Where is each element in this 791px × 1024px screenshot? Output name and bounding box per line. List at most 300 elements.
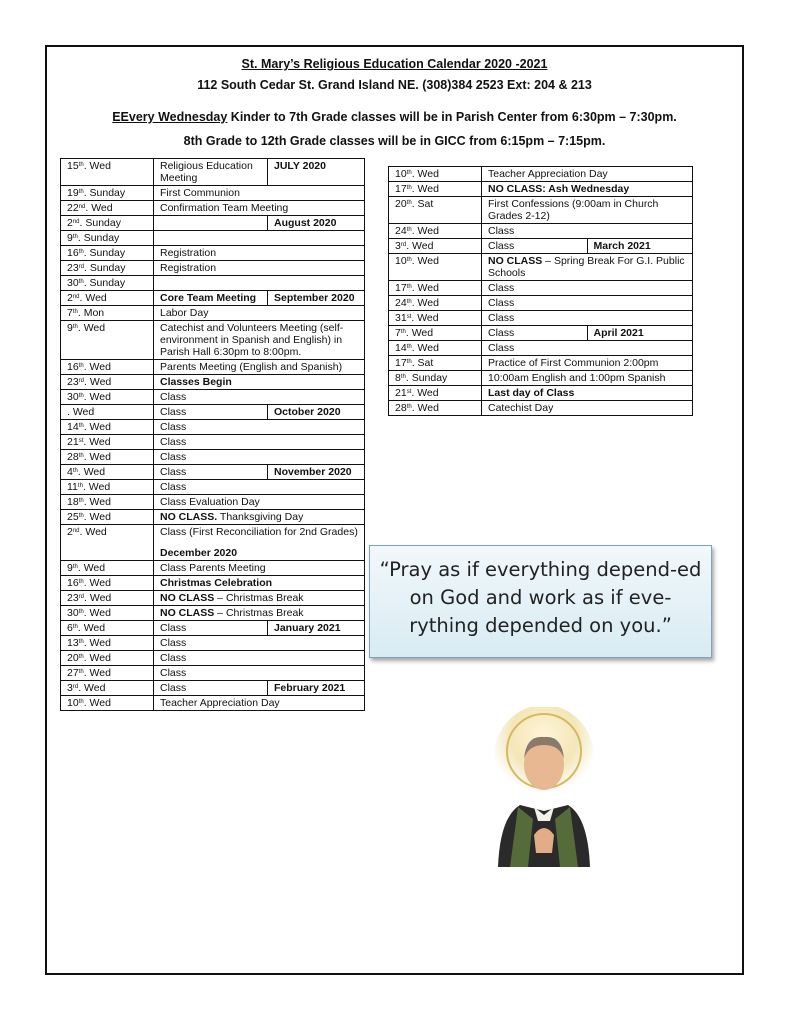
event-text: Class: [160, 391, 187, 403]
date-day: . Wed: [411, 282, 439, 294]
event-cell: [154, 651, 365, 666]
calendar-row: [61, 420, 365, 435]
calendar-row: [61, 495, 365, 510]
date-day: . Sunday: [84, 262, 126, 274]
date-cell: [61, 591, 154, 606]
event-text: 10:00am English and 1:00pm Spanish: [488, 372, 666, 384]
calendar-row: [61, 591, 365, 606]
date-day: . Sunday: [83, 277, 126, 289]
date-cell: [61, 696, 154, 711]
calendar-row: [389, 239, 693, 254]
date-day: . Wed: [83, 496, 111, 508]
calendar-row: [61, 360, 365, 375]
calendar-row: [61, 681, 365, 696]
date-suffix: th: [72, 564, 78, 570]
event-cell: [154, 525, 365, 561]
date-cell: [61, 261, 154, 276]
date-cell: [61, 435, 154, 450]
event-text: Teacher Appreciation Day: [488, 168, 608, 180]
event-cell: [154, 465, 268, 480]
month-heading: April 2021: [587, 326, 693, 341]
event-text: Registration: [160, 247, 217, 259]
event-text: Class Evaluation Day: [160, 496, 260, 508]
date-day: . Wed: [78, 682, 106, 694]
date-day: . Wed: [83, 667, 111, 679]
date-suffix: rd: [78, 378, 85, 384]
event-text: Class: [160, 406, 187, 418]
date-cell: [61, 465, 154, 480]
date-cell: [61, 276, 154, 291]
date-day: . Wed: [77, 322, 106, 334]
event-text: Practice of First Communion 2:00pm: [488, 357, 659, 369]
event-cell: [482, 254, 693, 281]
date-day: . Wed: [411, 225, 439, 237]
date-suffix: nd: [72, 294, 80, 300]
event-cell: [154, 321, 365, 360]
date-number: 23: [67, 262, 79, 274]
date-number: 6: [67, 622, 73, 634]
event-cell: [482, 371, 693, 386]
page-title: St. Mary’s Religious Education Calendar 2020 -2021: [241, 57, 548, 71]
date-number: 9: [67, 322, 73, 334]
date-cell: [61, 561, 154, 576]
date-cell: [61, 510, 154, 525]
date-suffix: th: [78, 699, 84, 705]
date-day: . Wed: [77, 562, 106, 574]
date-suffix: rd: [72, 684, 79, 690]
event-cell: [154, 306, 365, 321]
date-day: . Wed: [83, 421, 111, 433]
event-cell: [482, 296, 693, 311]
date-day: . Wed: [84, 592, 112, 604]
calendar-row: [389, 401, 693, 416]
date-cell: [61, 186, 154, 201]
event-bold-text: NO CLASS: [488, 255, 543, 267]
calendar-row: [61, 450, 365, 465]
month-heading: December 2020: [160, 547, 238, 559]
event-text: Registration: [160, 262, 217, 274]
date-cell: [61, 360, 154, 375]
date-cell: [61, 681, 154, 696]
date-number: 10: [395, 255, 407, 267]
date-number: 23: [67, 376, 79, 388]
calendar-row: [61, 246, 365, 261]
calendar-row: [61, 621, 365, 636]
date-cell: [61, 375, 154, 390]
event-text: Class Parents Meeting: [160, 562, 266, 574]
date-number: 28: [67, 451, 79, 463]
date-cell: [389, 296, 482, 311]
calendar-row: [61, 201, 365, 216]
date-cell: [61, 525, 154, 561]
date-suffix: th: [78, 162, 84, 168]
event-cell: [154, 561, 365, 576]
date-suffix: th: [406, 200, 412, 206]
date-number: 19: [67, 187, 79, 199]
date-number: 3: [67, 682, 73, 694]
date-suffix: th: [406, 227, 412, 233]
event-cell: [154, 405, 268, 420]
wednesday-lead: EEvery Wednesday: [112, 110, 228, 124]
date-number: 10: [395, 168, 407, 180]
event-cell: [154, 450, 365, 465]
date-cell: [61, 231, 154, 246]
date-cell: [61, 480, 154, 495]
date-number: 3: [395, 240, 401, 252]
date-cell: [389, 326, 482, 341]
date-cell: [61, 606, 154, 621]
date-suffix: th: [78, 279, 84, 285]
date-day: . Wed: [83, 511, 111, 523]
date-day: . Wed: [411, 297, 439, 309]
date-day: . Wed: [82, 481, 111, 493]
event-cell: [154, 510, 365, 525]
date-number: 13: [67, 637, 79, 649]
date-cell: [389, 386, 482, 401]
calendar-row: [61, 525, 365, 561]
wednesday-rest: Kinder to 7th Grade classes will be in Parish Center from 6:30pm – 7:30pm.: [227, 110, 677, 124]
date-day: . Wed: [405, 327, 434, 339]
saint-portrait: [488, 707, 600, 867]
date-number: 7: [67, 307, 73, 319]
event-text: Class: [160, 667, 187, 679]
date-suffix: st: [406, 389, 412, 395]
date-day: . Sat: [411, 357, 434, 369]
event-bold-text: NO CLASS: [160, 592, 215, 604]
date-day: . Wed: [406, 240, 434, 252]
date-suffix: th: [406, 359, 412, 365]
date-day: . Wed: [79, 292, 107, 304]
calendar-row: [389, 167, 693, 182]
event-text: NO CLASS: Ash Wednesday: [488, 183, 630, 195]
date-cell: [61, 666, 154, 681]
event-text: Class: [488, 282, 515, 294]
date-day: . Wed: [411, 342, 439, 354]
event-cell: [154, 276, 365, 291]
date-suffix: th: [400, 329, 406, 335]
date-cell: [389, 182, 482, 197]
calendar-row: [61, 276, 365, 291]
calendar-row: [389, 296, 693, 311]
event-cell: [154, 576, 365, 591]
event-cell: [154, 201, 365, 216]
event-cell: [154, 186, 365, 201]
calendar-row: [61, 465, 365, 480]
date-suffix: th: [406, 299, 412, 305]
date-number: 24: [395, 297, 407, 309]
event-cell: [154, 621, 268, 636]
date-suffix: th: [72, 624, 78, 630]
quote-box: “Pray as if everything depend-ed on God and work as if eve-rything depended on you.”: [369, 545, 712, 658]
date-suffix: rd: [400, 242, 407, 248]
date-suffix: th: [78, 453, 84, 459]
date-day: . Wed: [67, 406, 95, 418]
month-heading: January 2021: [268, 621, 365, 636]
date-number: 14: [395, 342, 407, 354]
event-cell: [154, 666, 365, 681]
date-suffix: th: [406, 284, 412, 290]
event-cell: [154, 216, 268, 231]
date-day: . Sunday: [79, 217, 121, 229]
event-text: Class: [160, 421, 187, 433]
date-number: 23: [67, 592, 79, 604]
event-cell: [154, 390, 365, 405]
calendar-row: [389, 281, 693, 296]
date-day: . Wed: [83, 637, 111, 649]
date-suffix: th: [78, 363, 84, 369]
event-text: Class: [488, 342, 515, 354]
date-suffix: th: [72, 468, 78, 474]
event-cell: [154, 495, 365, 510]
date-day: . Wed: [77, 622, 106, 634]
date-day: . Wed: [411, 402, 439, 414]
date-suffix: st: [78, 438, 84, 444]
month-heading: November 2020: [268, 465, 365, 480]
date-number: 20: [395, 198, 407, 210]
date-day: . Wed: [83, 577, 111, 589]
date-cell: [61, 495, 154, 510]
right-calendar-table: [388, 166, 693, 416]
date-number: 31: [395, 312, 407, 324]
event-cell: [154, 291, 268, 306]
date-suffix: st: [406, 314, 412, 320]
date-number: 17: [395, 183, 407, 195]
date-cell: [389, 167, 482, 182]
date-suffix: th: [78, 423, 84, 429]
date-day: . Wed: [83, 451, 111, 463]
date-cell: [389, 341, 482, 356]
calendar-row: [61, 231, 365, 246]
date-cell: [389, 239, 482, 254]
event-cell: [482, 311, 693, 326]
calendar-row: [61, 306, 365, 321]
date-number: 14: [67, 421, 79, 433]
month-heading: August 2020: [268, 216, 365, 231]
date-day: . Wed: [79, 526, 107, 538]
event-cell: [482, 356, 693, 371]
event-cell: [482, 167, 693, 182]
event-text: Class: [488, 240, 515, 252]
calendar-row: [61, 390, 365, 405]
date-cell: [61, 201, 154, 216]
date-number: 18: [67, 496, 79, 508]
calendar-row: [61, 186, 365, 201]
event-text: – Spring Break For G.I. Public Schools: [488, 255, 685, 279]
event-cell: [154, 420, 365, 435]
date-suffix: th: [72, 324, 78, 330]
date-suffix: th: [406, 344, 412, 350]
date-suffix: th: [406, 170, 412, 176]
date-number: 9: [67, 562, 73, 574]
event-text: Class: [160, 622, 187, 634]
date-day: . Wed: [83, 607, 111, 619]
date-suffix: rd: [78, 594, 85, 600]
date-number: 16: [67, 247, 79, 259]
date-cell: [61, 405, 154, 420]
event-text: Catechist and Volunteers Meeting (self-environment in Spanish and English) in Parish Hall 6:30pm to 8:00pm.: [160, 322, 344, 358]
date-number: 17: [395, 357, 407, 369]
calendar-row: [389, 341, 693, 356]
date-cell: [389, 371, 482, 386]
calendar-row: [61, 261, 365, 276]
calendar-row: [61, 696, 365, 711]
date-number: 30: [67, 277, 79, 289]
calendar-row: [61, 666, 365, 681]
date-suffix: th: [78, 639, 84, 645]
event-cell: [154, 159, 268, 186]
date-number: 21: [67, 436, 79, 448]
calendar-row: [389, 356, 693, 371]
left-calendar-table: [60, 158, 365, 711]
date-day: . Wed: [85, 202, 113, 214]
date-cell: [61, 390, 154, 405]
event-text: Class: [488, 327, 515, 339]
calendar-row: [389, 182, 693, 197]
wednesday-note: [47, 110, 742, 124]
date-day: . Wed: [83, 652, 111, 664]
date-day: . Sunday: [405, 372, 448, 384]
calendar-row: [389, 254, 693, 281]
event-text: Parents Meeting (English and Spanish): [160, 361, 343, 373]
event-text: First Communion: [160, 187, 240, 199]
date-suffix: th: [78, 513, 84, 519]
event-cell: [154, 246, 365, 261]
month-heading: September 2020: [268, 291, 365, 306]
date-number: 28: [395, 402, 407, 414]
date-suffix: th: [78, 189, 84, 195]
event-cell: [482, 386, 693, 401]
event-text: Last day of Class: [488, 387, 575, 399]
event-text: – Christmas Break: [214, 592, 304, 604]
date-day: . Wed: [411, 168, 439, 180]
highschool-note: 8th Grade to 12th Grade classes will be in GICC from 6:15pm – 7:15pm.: [183, 134, 606, 148]
date-number: 20: [67, 652, 79, 664]
calendar-row: [61, 576, 365, 591]
date-day: . Sunday: [77, 232, 120, 244]
calendar-row: [61, 651, 365, 666]
calendar-row: [389, 386, 693, 401]
calendar-row: [61, 435, 365, 450]
date-suffix: nd: [72, 219, 80, 225]
date-suffix: th: [72, 234, 78, 240]
event-cell: [482, 224, 693, 239]
date-suffix: nd: [78, 204, 86, 210]
event-bold-text: NO CLASS: [160, 607, 215, 619]
event-cell: [154, 606, 365, 621]
date-cell: [389, 356, 482, 371]
event-text: Class (First Reconciliation for 2nd Grades): [160, 526, 358, 538]
date-day: . Wed: [411, 255, 439, 267]
event-cell: [482, 182, 693, 197]
calendar-row: [61, 159, 365, 186]
event-cell: [154, 231, 365, 246]
date-suffix: th: [78, 393, 84, 399]
event-text: Teacher Appreciation Day: [160, 697, 280, 709]
calendar-row: [61, 636, 365, 651]
date-day: . Wed: [83, 436, 111, 448]
calendar-row: [389, 371, 693, 386]
date-suffix: th: [72, 309, 78, 315]
event-text: Class: [160, 466, 187, 478]
date-cell: [389, 281, 482, 296]
date-suffix: th: [78, 654, 84, 660]
event-text: Class: [488, 312, 515, 324]
event-cell: [482, 239, 588, 254]
date-day: . Wed: [411, 312, 439, 324]
date-day: . Wed: [83, 160, 111, 172]
date-cell: [389, 311, 482, 326]
date-number: 7: [395, 327, 401, 339]
event-cell: [482, 341, 693, 356]
date-cell: [61, 636, 154, 651]
date-day: . Wed: [411, 183, 439, 195]
date-day: . Wed: [83, 391, 111, 403]
date-number: 2: [67, 526, 73, 538]
calendar-row: [389, 197, 693, 224]
event-cell: [154, 681, 268, 696]
event-cell: [482, 401, 693, 416]
calendar-row: [61, 321, 365, 360]
event-text: Christmas Celebration: [160, 577, 273, 589]
date-number: 30: [67, 391, 79, 403]
date-number: 24: [395, 225, 407, 237]
event-text: Catechist Day: [488, 402, 554, 414]
date-suffix: th: [400, 374, 406, 380]
date-number: 2: [67, 217, 73, 229]
month-heading: October 2020: [268, 405, 365, 420]
calendar-row: [61, 291, 365, 306]
event-cell: [154, 636, 365, 651]
date-number: 4: [67, 466, 73, 478]
date-cell: [61, 306, 154, 321]
date-suffix: th: [78, 609, 84, 615]
event-cell: [154, 696, 365, 711]
event-text: Classes Begin: [160, 376, 232, 388]
date-day: . Wed: [77, 466, 106, 478]
calendar-row: [389, 311, 693, 326]
date-cell: [389, 254, 482, 281]
event-text: – Christmas Break: [214, 607, 304, 619]
month-heading: March 2021: [587, 239, 693, 254]
date-cell: [61, 246, 154, 261]
calendar-row: [61, 405, 365, 420]
date-suffix: th: [78, 669, 84, 675]
date-cell: [389, 197, 482, 224]
calendar-row: [389, 224, 693, 239]
event-text: Class: [160, 436, 187, 448]
date-suffix: th: [406, 257, 412, 263]
date-number: 21: [395, 387, 407, 399]
date-day: . Wed: [83, 697, 111, 709]
date-number: 25: [67, 511, 79, 523]
date-number: 22: [67, 202, 79, 214]
date-suffix: nd: [72, 528, 80, 534]
date-number: 27: [67, 667, 79, 679]
date-day: . Sunday: [83, 187, 126, 199]
date-suffix: th: [78, 579, 84, 585]
calendar-page: [45, 45, 744, 975]
event-cell: [154, 360, 365, 375]
date-number: 30: [67, 607, 79, 619]
calendar-row: [389, 326, 693, 341]
address-line: 112 South Cedar St. Grand Island NE. (308)384 2523 Ext: 204 & 213: [197, 78, 592, 92]
event-cell: [154, 591, 365, 606]
event-bold-text: NO CLASS.: [160, 511, 218, 523]
event-text: Class: [160, 682, 187, 694]
date-day: . Wed: [411, 387, 439, 399]
month-heading: JULY 2020: [268, 159, 365, 186]
event-text: Thanksgiving Day: [217, 511, 304, 523]
